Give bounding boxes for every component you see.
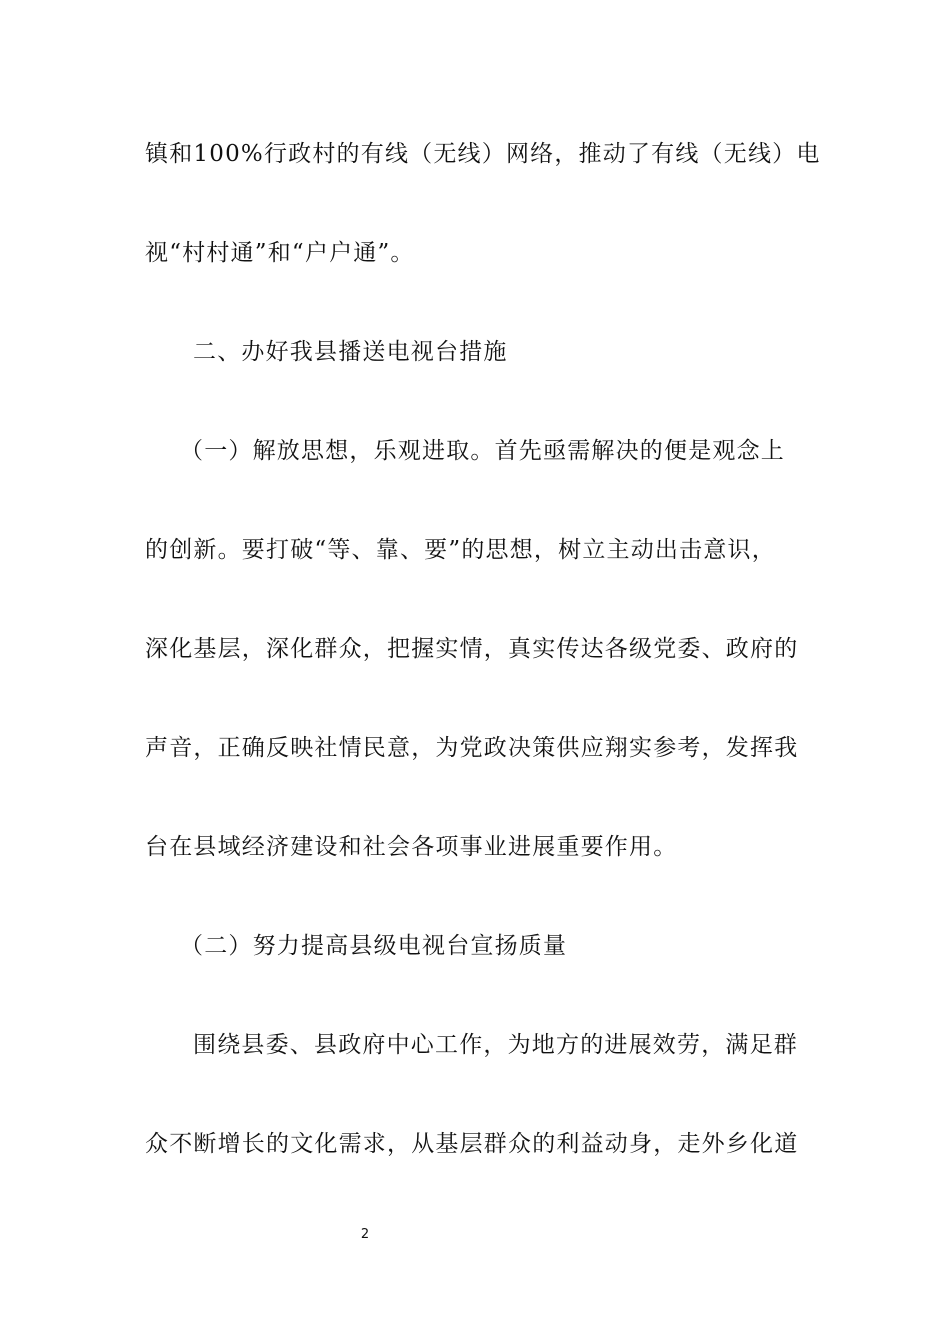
page-number: 2 bbox=[360, 1227, 370, 1242]
body-text-line: 台在县域经济建设和社会各项事业进展重要作用。 bbox=[145, 834, 678, 860]
body-text-line: 视“村村通”和“户户通”。 bbox=[145, 240, 415, 266]
body-text-line: 深化基层，深化群众，把握实情，真实传达各级党委、政府的 bbox=[145, 636, 799, 662]
subsection-heading-line: （一）解放思想，乐观进取。首先亟需解决的便是观念上 bbox=[180, 438, 785, 464]
section-heading: 二、办好我县播送电视台措施 bbox=[193, 339, 508, 365]
subsection-heading: （二）努力提高县级电视台宣扬质量 bbox=[180, 933, 568, 959]
body-text-line: 的创新。要打破“等、靠、要”的思想，树立主动出击意识， bbox=[145, 537, 776, 563]
body-text-line: 镇和100%行政村的有线（无线）网络，推动了有线（无线）电 bbox=[145, 141, 821, 167]
body-text-line: 声音，正确反映社情民意，为党政决策供应翔实参考，发挥我 bbox=[145, 735, 799, 761]
body-text-line: 围绕县委、县政府中心工作，为地方的进展效劳，满足群 bbox=[193, 1032, 798, 1058]
body-text-line: 众不断增长的文化需求，从基层群众的利益动身，走外乡化道 bbox=[145, 1131, 799, 1157]
